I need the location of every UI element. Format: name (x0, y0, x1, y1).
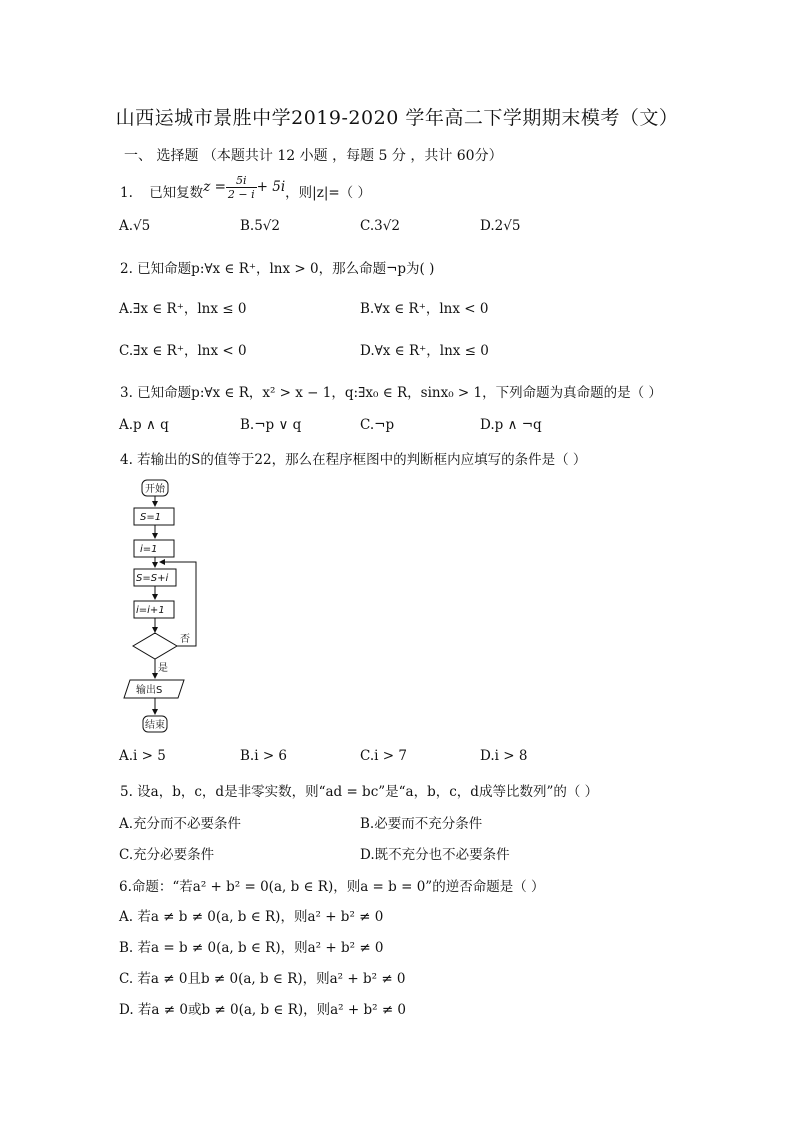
q1-option-b: B.5√2 (240, 218, 280, 234)
q3-option-a: A.p ∧ q (119, 417, 169, 433)
q3-option-b: B.¬p ∨ q (240, 417, 302, 433)
q6-option-b: B. 若a = b ≠ 0(a, b ∈ R)，则a² + b² ≠ 0 (119, 940, 384, 956)
q1-fraction (226, 174, 257, 201)
question-6: 6.命题：“若a² + b² = 0(a, b ∈ R)，则a = b = 0”的逆否命题是（ ） (119, 879, 545, 895)
q2-option-c: C.∃x ∈ R⁺，lnx < 0 (119, 343, 247, 359)
q1-suffix: ，则|z|=（ ） (285, 185, 371, 201)
q5-option-c: C.充分必要条件 (119, 847, 215, 863)
flow-yes-label: 是 (158, 663, 168, 674)
q5-option-b: B.必要而不充分条件 (360, 816, 483, 832)
q3-option-c: C.¬p (360, 417, 395, 433)
flow-start-label: 开始 (145, 484, 165, 495)
q1-after: + 5i (256, 179, 286, 195)
q2-option-a: A.∃x ∈ R⁺，lnx ≤ 0 (119, 301, 247, 317)
q5-option-a: A.充分而不必要条件 (119, 816, 242, 832)
flowchart (110, 475, 220, 740)
q3-option-d: D.p ∧ ¬q (480, 417, 542, 433)
q5-option-d: D.既不充分也不必要条件 (360, 847, 510, 863)
q1-option-a: A.√5 (119, 218, 151, 234)
q1-prefix: 已知复数 (149, 185, 204, 201)
flow-i1-label: i=1 (140, 544, 158, 555)
q1-fraction-den: 2 − i (227, 188, 255, 201)
flow-inc-label: i=i+1 (136, 605, 165, 616)
flow-end-label: 结束 (145, 720, 165, 731)
q4-option-b: B.i > 6 (240, 748, 288, 764)
q6-option-d: D. 若a ≠ 0或b ≠ 0(a, b ∈ R)，则a² + b² ≠ 0 (119, 1002, 407, 1018)
flow-no-label: 否 (180, 634, 190, 645)
q1-number: 1. (120, 185, 133, 201)
q4-option-a: A.i > 5 (119, 748, 166, 764)
flow-decision (133, 633, 177, 659)
q1-fraction-num: 5i (226, 174, 257, 188)
q6-option-c: C. 若a ≠ 0且b ≠ 0(a, b ∈ R)，则a² + b² ≠ 0 (119, 971, 406, 987)
question-3: 3. 已知命题p:∀x ∈ R，x² > x − 1，q:∃x₀ ∈ R，sinx₀ > 1，下列命题为真命题的是（ ） (120, 385, 662, 401)
q1-z: z = (203, 179, 226, 195)
question-2: 2. 已知命题p:∀x ∈ R⁺，lnx > 0，那么命题¬p为( ) (120, 261, 435, 277)
q1-option-d: D.2√5 (480, 218, 521, 234)
section-heading: 一、 选择题 （本题共计 12 小题 ，每题 5 分 ，共计 60分） (124, 148, 503, 164)
q4-option-c: C.i > 7 (360, 748, 407, 764)
flow-output-label: 输出S (136, 685, 163, 696)
flow-s1-label: S=1 (140, 512, 162, 523)
flow-sum-label: S=S+i (136, 573, 169, 584)
question-1 (120, 174, 371, 207)
q2-option-d: D.∀x ∈ R⁺，lnx ≤ 0 (360, 343, 489, 359)
q6-option-a: A. 若a ≠ b ≠ 0(a, b ∈ R)，则a² + b² ≠ 0 (119, 909, 384, 925)
question-4: 4. 若输出的S的值等于22，那么在程序框图中的判断框内应填写的条件是（ ） (120, 452, 587, 468)
page-title: 山西运城市景胜中学2019-2020 学年高二下学期期末模考（文） (115, 107, 679, 129)
q1-option-c: C.3√2 (360, 218, 400, 234)
q4-option-d: D.i > 8 (480, 748, 528, 764)
q2-option-b: B.∀x ∈ R⁺，lnx < 0 (360, 301, 489, 317)
question-5: 5. 设a，b，c，d是非零实数，则“ad = bc”是“a，b，c，d成等比数列”的（ ） (120, 784, 599, 800)
